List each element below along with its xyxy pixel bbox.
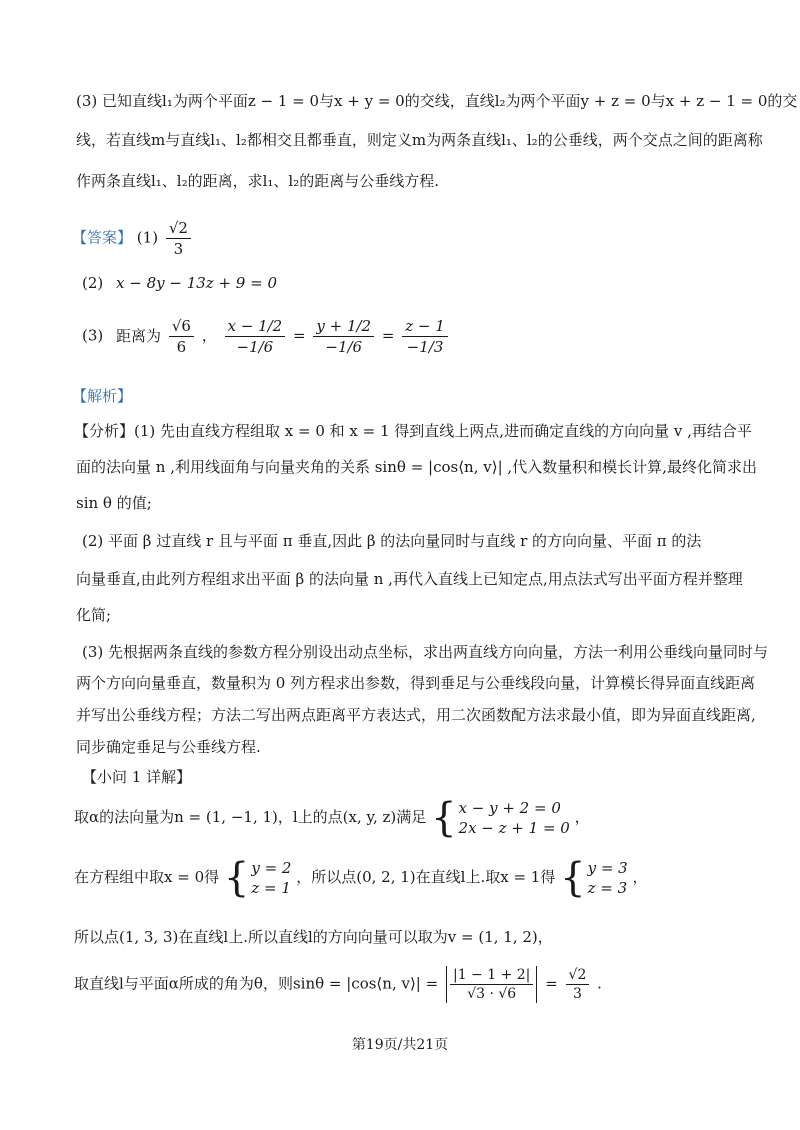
answer-p1-fraction — [166, 218, 191, 259]
analysis-3-line1: (3) 先根据两条直线的参数方程分别设出动点坐标，求出两直线方向向量，方法一利用公垂线向量同时与 — [82, 643, 769, 661]
detail-line4-text: 取直线l与平面α所成的角为θ，则sinθ = |cos⟨n, v⟩| = — [74, 974, 439, 993]
equation-system-2 — [223, 855, 292, 901]
analysis-3-line2: 两个方向向量垂直，数量积为 0 列方程求出参数，得到垂足与公垂线段向量，计算模长得异面直线距离 — [76, 674, 756, 692]
answer-p3-label: (3) — [82, 326, 104, 345]
answer-part1 — [72, 218, 194, 259]
detail-line2-text: 在方程组中取x = 0得 — [74, 868, 220, 886]
analysis-tag: 【解析】 — [72, 387, 133, 405]
fraction-numerator: y + 1/2 — [313, 316, 374, 337]
answer-p1-label: (1) — [136, 228, 159, 247]
detail-tag: 【小问 1 详解】 — [82, 768, 192, 786]
answer-p3-frac-y — [313, 316, 374, 357]
fraction-denominator: −1/6 — [236, 338, 274, 356]
problem3-line1: (3) 已知直线l₁为两个平面z − 1 = 0与x + y = 0的交线，直线l₂为两个平面y + z = 0与x + z − 1 = 0的交 — [76, 92, 798, 110]
problem3-line3: 作两条直线l₁、l₂的距离，求l₁、l₂的距离与公垂线方程. — [76, 172, 440, 190]
answer-p3-frac-x — [225, 316, 286, 357]
system-row: x − y + 2 = 0 — [458, 799, 561, 817]
fraction-denominator: 3 — [173, 240, 184, 258]
problem3-line2: 线，若直线m与直线l₁、l₂都相交且都垂直，则定义m为两条直线l₁、l₂的公垂线，两个交点之间的距离称 — [76, 131, 763, 149]
detail-line2 — [74, 855, 648, 901]
detail-line1-text: 取α的法向量为n = (1, −1, 1)，l上的点(x, y, z)满足 — [74, 808, 427, 826]
fraction-denominator: −1/3 — [406, 338, 444, 356]
detail-line4 — [74, 966, 602, 1003]
system-row: y = 3 — [587, 859, 628, 877]
left-brace: { — [560, 855, 586, 901]
analysis-2-line1: (2) 平面 β 过直线 r 且与平面 π 垂直,因此 β 的法向量同时与直线 r 的方向向量、平面 π 的法 — [82, 532, 702, 550]
answer-p3-text: 距离为 — [116, 326, 162, 345]
detail-line1 — [74, 795, 590, 841]
system-row: 2x − z + 1 = 0 — [458, 819, 570, 837]
left-brace: { — [223, 855, 250, 901]
system-row: y = 2 — [251, 859, 292, 877]
analysis-3-line3: 并写出公垂线方程；方法二写出两点距离平方表达式，用二次函数配方法求最小值，即为异面直线距离, — [76, 706, 756, 724]
cosine-fraction — [446, 966, 537, 1003]
fraction-numerator: √2 — [566, 966, 590, 985]
answer-p3-frac-z — [402, 316, 448, 357]
result-fraction — [566, 966, 590, 1003]
answer-p2-equation: x − 8y − 13z + 9 = 0 — [116, 274, 278, 292]
equals-sign: = — [293, 326, 306, 345]
system-row: z = 1 — [251, 879, 291, 897]
fraction-numerator: |1 − 1 + 2| — [450, 966, 533, 985]
fraction-numerator: √6 — [169, 316, 194, 337]
detail-line3: 所以点(1, 3, 3)在直线l上.所以直线l的方向向量可以取为v = (1, 1, 2)， — [74, 928, 553, 946]
detail-line2-middle: ，所以点(0, 2, 1)在直线l上.取x = 1得 — [296, 868, 556, 886]
system-row: z = 3 — [587, 879, 628, 897]
punctuation: . — [597, 974, 602, 993]
punctuation: ， — [632, 868, 648, 886]
fraction-numerator: √2 — [166, 218, 191, 239]
equals-sign: = — [545, 974, 558, 993]
answer-part2 — [82, 272, 277, 294]
answer-p3-distance — [169, 316, 194, 357]
answer-part3 — [82, 316, 451, 357]
fraction-denominator: 3 — [573, 986, 582, 1002]
equals-sign: = — [381, 326, 395, 345]
analysis-1-line1: 【分析】(1) 先由直线方程组取 x = 0 和 x = 1 得到直线上两点,进而确定直线的方向向量 v ,再结合平 — [74, 422, 752, 440]
separator: ， — [201, 326, 217, 345]
fraction-denominator: √3 · √6 — [467, 986, 517, 1002]
analysis-3-line4: 同步确定垂足与公垂线方程. — [76, 738, 261, 756]
equation-system-3 — [560, 855, 628, 901]
page-footer: 第19页/共21页 — [351, 1037, 449, 1053]
analysis-2-line3: 化简; — [76, 606, 112, 624]
fraction-denominator: 6 — [176, 338, 187, 356]
answer-tag: 【答案】 — [72, 228, 133, 247]
analysis-1-line2: 面的法向量 n ,利用线面角与向量夹角的关系 sinθ = |cos⟨n, v⟩| ,代入数量积和模长计算,最终化简求出 — [76, 458, 757, 476]
left-brace: { — [431, 795, 457, 841]
fraction-numerator: z − 1 — [402, 316, 448, 337]
equation-system-1 — [431, 795, 570, 841]
analysis-1-line3: sin θ 的值; — [76, 494, 152, 512]
answer-p2-label: (2) — [82, 274, 104, 292]
punctuation: ， — [574, 808, 590, 826]
fraction-denominator: −1/6 — [325, 338, 363, 356]
analysis-2-line2: 向量垂直,由此列方程组求出平面 β 的法向量 n ,再代入直线上已知定点,用点法式写出平面方程并整理 — [76, 570, 743, 588]
fraction-numerator: x − 1/2 — [225, 316, 286, 337]
